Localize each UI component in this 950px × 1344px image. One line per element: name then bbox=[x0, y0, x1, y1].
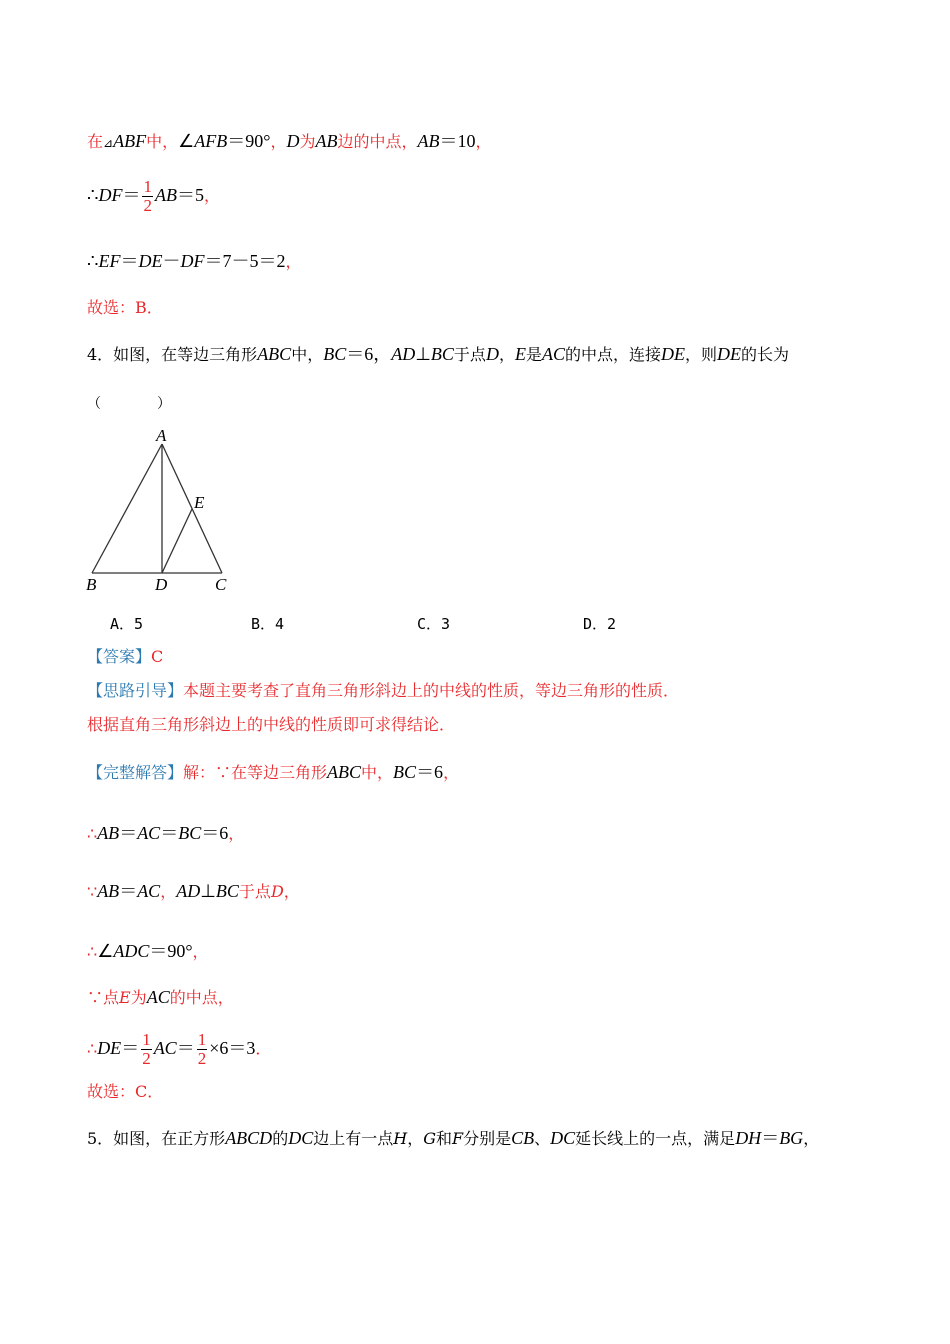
label-d: D bbox=[155, 575, 168, 594]
solution-line-3 bbox=[87, 250, 301, 273]
math-text: － bbox=[162, 251, 181, 271]
math-var: DH bbox=[735, 1128, 762, 1148]
text: ． bbox=[255, 1039, 272, 1058]
option-d: D．2 bbox=[583, 615, 617, 633]
math-var: ABC bbox=[327, 762, 362, 782]
math-var: H bbox=[393, 1129, 408, 1148]
fraction bbox=[141, 1031, 152, 1068]
label-c: C bbox=[215, 575, 227, 594]
text: 边上有一点 bbox=[313, 1129, 394, 1148]
math-var: D bbox=[485, 344, 499, 364]
hint-text: 本题主要考查了直角三角形斜边上的中线的性质，等边三角形的性质． bbox=[183, 681, 680, 700]
fraction bbox=[197, 1031, 208, 1068]
math-var: DE bbox=[717, 344, 742, 364]
numerator: 1 bbox=[142, 1030, 151, 1049]
math-text: ＝6 bbox=[201, 823, 229, 843]
math-var: E bbox=[119, 988, 131, 1007]
math-var: AFB bbox=[194, 131, 228, 151]
label-e: E bbox=[194, 493, 205, 512]
math-var: AD bbox=[391, 344, 416, 364]
text: 分别是 bbox=[463, 1129, 512, 1148]
math-var: AB bbox=[417, 131, 440, 151]
text: （ ） bbox=[87, 396, 171, 412]
text: 解：∵在等边三角形 bbox=[183, 763, 328, 782]
math-text: ＝6， bbox=[346, 344, 392, 364]
math-var: AB bbox=[315, 131, 338, 151]
math-var: BC bbox=[215, 881, 239, 901]
math-text: ＝ bbox=[761, 1128, 780, 1148]
option-a: A．5 bbox=[110, 615, 144, 633]
math-text: ＝90° bbox=[149, 941, 193, 961]
solution-tag: 【完整解答】 bbox=[87, 763, 184, 782]
text: ， bbox=[270, 132, 287, 151]
hint-line-2 bbox=[87, 714, 455, 736]
answer-value: C bbox=[151, 647, 164, 666]
math-var: ABF bbox=[113, 131, 147, 151]
math-text: ＝ bbox=[121, 1038, 140, 1058]
math-var: AC bbox=[137, 823, 161, 843]
math-var: E bbox=[514, 344, 526, 364]
math-var: DE bbox=[138, 251, 163, 271]
answer-parentheses bbox=[87, 393, 171, 415]
text: 的长为 bbox=[741, 345, 790, 364]
solution-step-5 bbox=[87, 986, 234, 1009]
math-var: EF bbox=[98, 251, 121, 271]
text: ，则 bbox=[685, 345, 718, 364]
text: 、 bbox=[534, 1129, 551, 1148]
text: 为 bbox=[299, 132, 316, 151]
hint-line-1 bbox=[87, 680, 679, 702]
math-text: ＝10 bbox=[439, 131, 476, 151]
math-var: ADC bbox=[113, 941, 150, 961]
question-4-stem bbox=[87, 343, 789, 366]
text: ， bbox=[803, 1129, 820, 1148]
question-5-stem bbox=[87, 1127, 819, 1150]
math-var: AC bbox=[541, 344, 565, 364]
numerator: 1 bbox=[143, 177, 152, 196]
solution-step-1 bbox=[87, 761, 459, 784]
math-var: BC bbox=[430, 344, 454, 364]
text: 是 bbox=[525, 345, 542, 364]
hint-tag: 【思路引导】 bbox=[87, 681, 184, 700]
math-text: ＝7－5＝2 bbox=[204, 251, 286, 271]
option-c: C．3 bbox=[417, 615, 451, 633]
label-a: A bbox=[156, 426, 167, 445]
solution-step-4 bbox=[87, 940, 209, 963]
math-var: ABC bbox=[257, 344, 292, 364]
text: ， bbox=[283, 882, 300, 901]
math-var: DC bbox=[288, 1128, 314, 1148]
math-var: D bbox=[270, 882, 284, 901]
math-text: ＝6 bbox=[416, 762, 444, 782]
math-var: AB bbox=[154, 185, 177, 205]
fraction bbox=[142, 178, 153, 215]
answer-line bbox=[87, 646, 163, 668]
text: 和 bbox=[435, 1129, 452, 1148]
math-var: D bbox=[286, 131, 300, 151]
text: ， bbox=[407, 1129, 424, 1148]
math-var: AC bbox=[153, 1038, 177, 1058]
math-var: AB bbox=[97, 823, 120, 843]
text: 故选：C． bbox=[87, 1082, 164, 1101]
text: 故选：B． bbox=[87, 298, 163, 317]
math-var: BC bbox=[178, 823, 202, 843]
text: 4．如图，在等边三角形 bbox=[87, 345, 258, 364]
text: ∵点 bbox=[87, 988, 120, 1007]
text: 边的中点， bbox=[337, 132, 418, 151]
denominator: 2 bbox=[142, 1049, 151, 1068]
math-var: DC bbox=[550, 1128, 576, 1148]
math-var: AD bbox=[176, 881, 201, 901]
option-b: B．4 bbox=[251, 615, 285, 633]
text: 中， bbox=[361, 763, 394, 782]
denominator: 2 bbox=[197, 1049, 207, 1068]
text: ， bbox=[192, 942, 209, 961]
angle-symbol: ∠ bbox=[97, 941, 114, 961]
text: ， bbox=[203, 186, 220, 205]
denominator: 2 bbox=[143, 196, 152, 215]
math-text: ＝ bbox=[160, 823, 179, 843]
text: ， bbox=[443, 763, 460, 782]
solution-step-6 bbox=[87, 1031, 271, 1068]
solution-line-1 bbox=[87, 130, 492, 154]
choose-b-line bbox=[87, 297, 163, 319]
text: 为 bbox=[130, 988, 147, 1007]
text: ， bbox=[160, 882, 177, 901]
text: 于点 bbox=[453, 345, 486, 364]
text: 延长线上的一点，满足 bbox=[575, 1129, 736, 1148]
math-var: ABCD bbox=[225, 1128, 273, 1148]
text: 中， bbox=[146, 132, 179, 151]
triangle-symbol: ⊿ bbox=[103, 136, 114, 150]
hint-text: 根据直角三角形斜边上的中线的性质即可求得结论． bbox=[87, 715, 456, 734]
text: 的中点， bbox=[169, 988, 234, 1007]
text: 在 bbox=[87, 132, 104, 151]
perp-symbol: ⊥ bbox=[200, 881, 216, 901]
math-var: F bbox=[452, 1129, 464, 1148]
math-var: AC bbox=[137, 881, 161, 901]
text: 于点 bbox=[238, 882, 271, 901]
text: 的中点，连接 bbox=[564, 345, 661, 364]
angle-symbol: ∠ bbox=[178, 131, 195, 151]
math-var: DF bbox=[98, 185, 123, 205]
text: ， bbox=[228, 824, 245, 843]
text: 中， bbox=[291, 345, 324, 364]
segment-de bbox=[162, 509, 192, 573]
solution-line-2 bbox=[87, 178, 220, 215]
math-var: AB bbox=[97, 881, 120, 901]
math-var: DF bbox=[180, 251, 205, 271]
text: ， bbox=[285, 252, 302, 271]
text: 的 bbox=[272, 1129, 289, 1148]
text: 5．如图，在正方形 bbox=[87, 1129, 226, 1148]
choose-c-line bbox=[87, 1081, 163, 1103]
math-var: G bbox=[423, 1129, 436, 1148]
answer-tag: 【答案】 bbox=[87, 647, 152, 666]
math-var: CB bbox=[511, 1128, 535, 1148]
math-var: AC bbox=[146, 987, 170, 1007]
text: ， bbox=[498, 345, 515, 364]
math-var: DE bbox=[661, 344, 685, 364]
label-b: B bbox=[86, 575, 97, 594]
solution-step-2 bbox=[87, 822, 244, 845]
math-var: BC bbox=[393, 762, 417, 782]
triangle-figure bbox=[80, 422, 240, 597]
math-text: ×6＝3 bbox=[209, 1038, 256, 1058]
math-var: BC bbox=[323, 344, 347, 364]
math-text: ＝90° bbox=[227, 131, 271, 151]
math-text: ＝ bbox=[119, 881, 138, 901]
math-text: ＝ bbox=[120, 251, 139, 271]
math-var: BG bbox=[779, 1128, 804, 1148]
therefore-symbol: ∴ bbox=[87, 942, 98, 961]
math-text: ＝ bbox=[176, 1038, 195, 1058]
text: ， bbox=[475, 132, 492, 151]
side-ab bbox=[92, 444, 162, 573]
math-var: DE bbox=[97, 1038, 122, 1058]
therefore-symbol: ∴ bbox=[87, 1039, 98, 1058]
math-text: ＝5 bbox=[176, 185, 204, 205]
math-text: ＝ bbox=[122, 185, 141, 205]
perp-symbol: ⊥ bbox=[415, 344, 431, 364]
solution-step-3 bbox=[87, 880, 300, 903]
therefore-symbol: ∴ bbox=[87, 185, 99, 205]
numerator: 1 bbox=[197, 1030, 207, 1049]
because-symbol: ∵ bbox=[87, 882, 98, 901]
math-text: ＝ bbox=[119, 823, 138, 843]
therefore-symbol: ∴ bbox=[87, 251, 99, 271]
therefore-symbol: ∴ bbox=[87, 824, 98, 843]
